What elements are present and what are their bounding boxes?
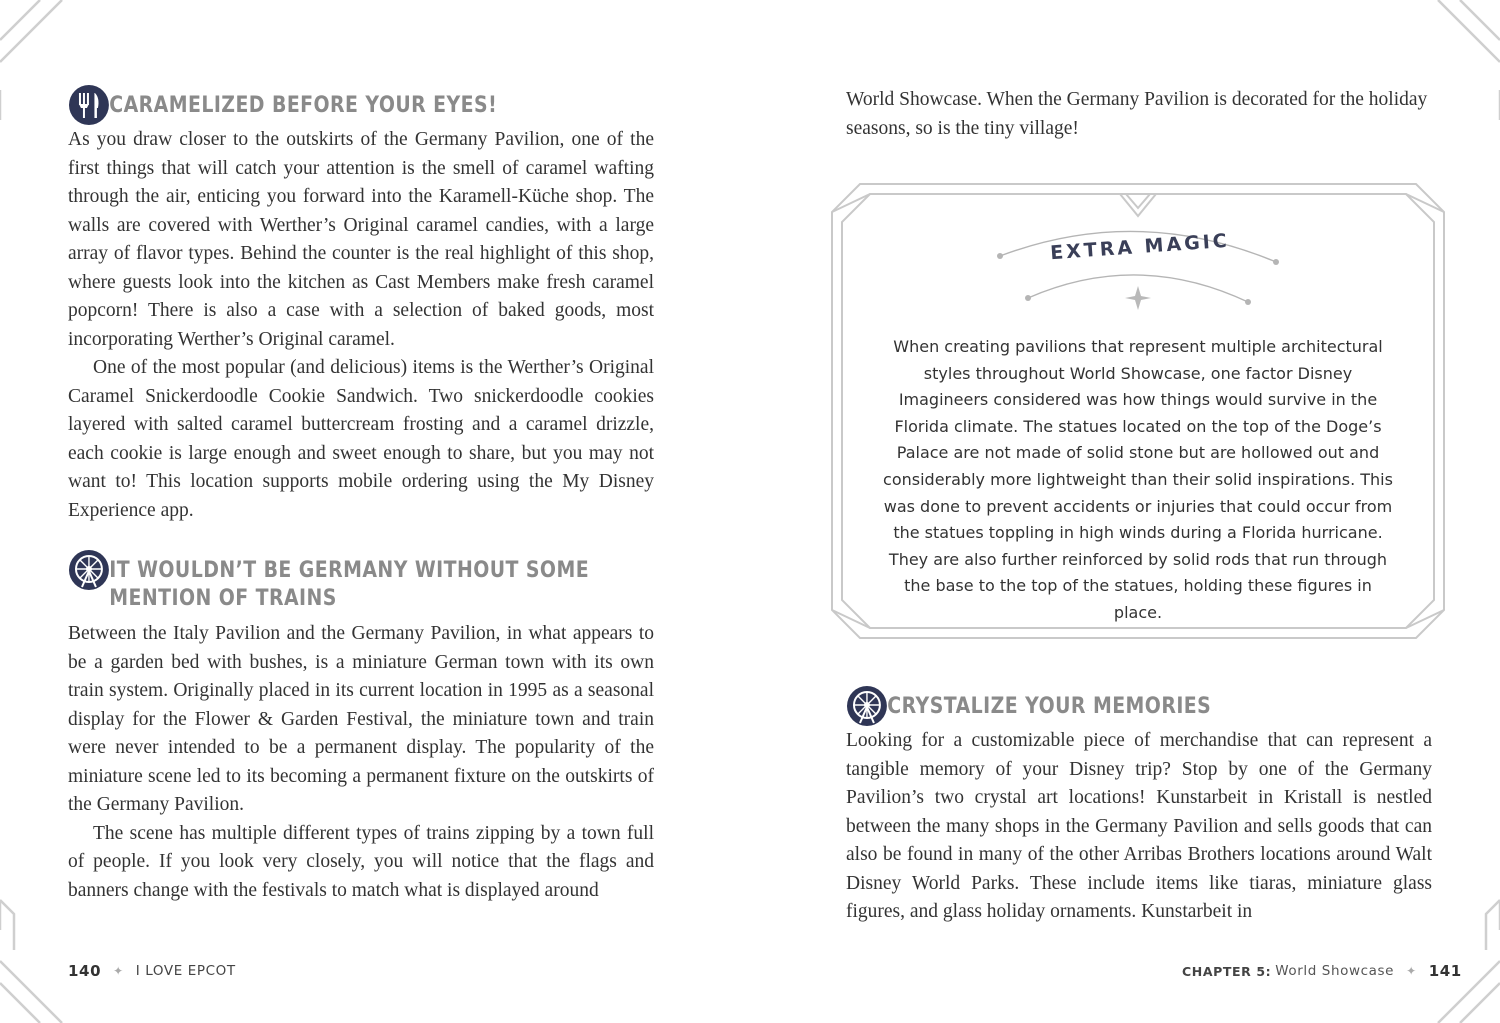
ferris-wheel-icon — [846, 685, 888, 727]
chapter-title: World Showcase — [1275, 963, 1395, 979]
paragraph: The scene has multiple different types of trains zipping by a town full of people. If you look very closely, you will notice that the flags and banners change with the festivals to match what is displayed around — [68, 822, 654, 901]
section-body-caramelized — [68, 126, 654, 525]
paragraph: World Showcase. When the Germany Pavilion is decorated for the holiday seasons, so is the tiny village! — [846, 89, 1428, 139]
section-title: IT WOULDN’T BE GERMANY WITHOUT SOME MENTION OF TRAINS — [109, 558, 590, 611]
paragraph: Looking for a customizable piece of merchandise that can represent a tangible memory of your Disney trip? Stop by one of the Germany Pavilion’s two crystal art locations! Kunstarbeit in Kristall is nestled between the many shops in the Germany Pavilion and sells goods that can also be found in many of the other Arribas Brothers locations around Walt Disney World Parks. These include items like tiaras, miniature glass figures, and glass holiday ornaments. Kunstarbeit in — [846, 730, 1432, 922]
section-body-crystalize — [846, 727, 1432, 927]
star-separator-icon: ✦ — [113, 964, 124, 978]
section-heading-crystalize — [846, 693, 1396, 727]
left-footer — [68, 962, 236, 980]
fork-knife-icon — [68, 84, 110, 126]
page-number: 141 — [1428, 962, 1462, 980]
paragraph: One of the most popular (and delicious) items is the Werther’s Original Caramel Snickerdoodle Cookie Sandwich. Two snickerdoodle cookies layered with salted caramel buttercream frosting and a caramel drizzle, each cookie is large enough and sweet enough to share, but you may not want to! This location supports mobile ordering using the My Disney Experience app. — [68, 357, 654, 521]
sparkle-icon — [1125, 286, 1151, 310]
extra-magic-text: When creating pavilions that represent multiple architectural styles throughout World Showcase, one factor Disney Imagineers considered was how things would survive in the Florida climate. The statues located on the top of the Doge’s Palace are not made of solid stone but are hollowed out and considerably more lightweight than their solid inspirations. This was done to prevent accidents or injuries that could occur from the statues toppling in high winds during a Florida hurricane. They are also further reinforced by solid rods that run through the base to the top of the statues, holding these figures in place. — [883, 337, 1393, 622]
section-title: CARAMELIZED BEFORE YOUR EYES! — [109, 93, 498, 118]
ferris-wheel-icon — [68, 549, 110, 591]
book-title: I LOVE EPCOT — [135, 963, 236, 979]
star-separator-icon: ✦ — [1406, 964, 1417, 978]
chapter-label: CHAPTER 5: — [1182, 963, 1272, 979]
section-title: CRYSTALIZE YOUR MEMORIES — [887, 694, 1212, 719]
section-heading-caramelized — [68, 92, 618, 126]
paragraph: Between the Italy Pavilion and the Germany Pavilion, in what appears to be a garden bed with bushes, is a miniature German town with its own train system. Originally placed in its current location in 1995 as a seasonal display for the Flower & Garden Festival, the miniature town and train were never intended to be a permanent display. The popularity of the miniature scene led to its becoming a permanent fixture on the outskirts of the Germany Pavilion. — [68, 623, 654, 815]
section-heading-trains — [68, 557, 653, 613]
extra-magic-title: EXTRA MAGIC — [1049, 229, 1231, 265]
right-footer — [1182, 962, 1462, 980]
paragraph: As you draw closer to the outskirts of the Germany Pavilion, one of the first things that will catch your attention is the smell of caramel wafting through the air, enticing you forward into the Karamell-Küche shop. The walls are covered with Werther’s Original caramel candies, with a large array of flavor types. Behind the counter is the real highlight of this shop, where guests look into the kitchen as Cast Members make fresh caramel popcorn! There is also a case with a selection of baked goods, most incorporating Werther’s Original caramel. — [68, 129, 654, 350]
page-number: 140 — [68, 962, 102, 980]
continuation-text — [846, 86, 1432, 143]
section-body-trains — [68, 620, 654, 905]
